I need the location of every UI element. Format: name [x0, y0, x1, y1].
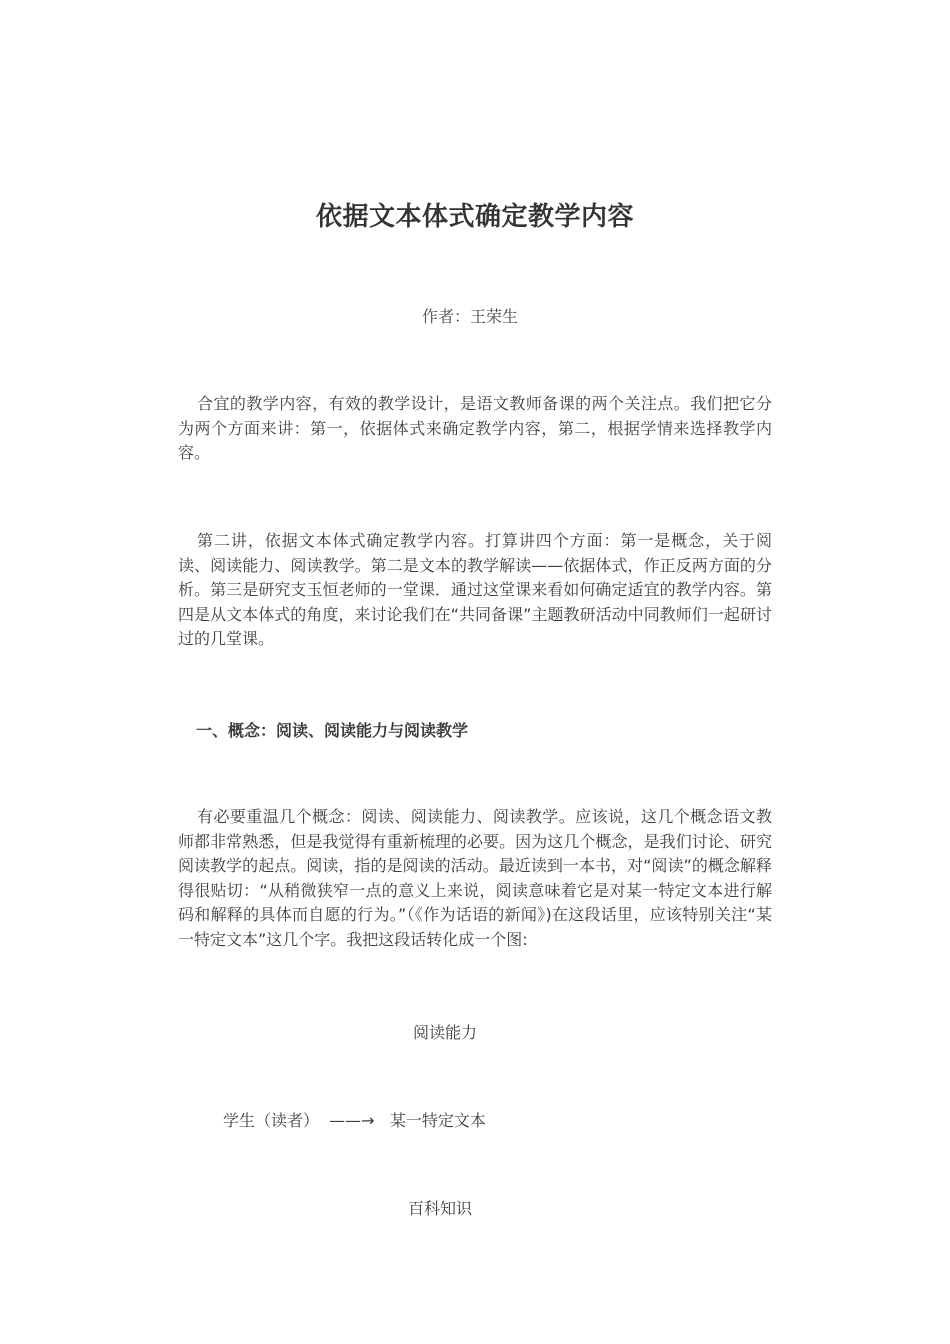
document-title: 依据文本体式确定教学内容: [315, 202, 634, 232]
diagram-reading-ability-label: 阅读能力: [413, 1023, 478, 1042]
intro-paragraph: 合宜的教学内容，有效的教学设计，是语文教师备课的两个关注点。我们把它分为两个方面来讲：第一，依据体式来确定教学内容，第二，根据学情来选择教学内容。: [178, 394, 772, 462]
diagram-student-text-relation: 学生（读者） ——→ 某一特定文本: [223, 1111, 486, 1130]
author-line: 作者：王荣生: [421, 307, 518, 326]
section-heading: 一、概念：阅读、阅读能力与阅读教学: [196, 721, 469, 740]
overview-paragraph: 第二讲，依据文本体式确定教学内容。打算讲四个方面：第一是概念，关于阅读、阅读能力、阅读教学。第二是文本的教学解读——依据体式，作正反两方面的分析。第三是研究支玉恒老师的一堂课．通过这堂课来看如何确定适宜的教学内容。第四是从文本体式的角度，来讨论我们在“共同备课”主题教研活动中同教师们一起研讨过的几堂课。: [178, 531, 772, 648]
diagram-encyclopedic-knowledge-label: 百科知识: [408, 1199, 473, 1218]
concept-paragraph: 有必要重温几个概念：阅读、阅读能力、阅读教学。应该说，这几个概念语文教师都非常熟悉，但是我觉得有重新梳理的必要。因为这几个概念，是我们讨论、研究阅读教学的起点。阅读，指的是阅读的活动。最近读到一本书，对“阅读”的概念解释得很贴切：“从稍微狭窄一点的意义上来说，阅读意味着它是对某一特定文本进行解码和解释的具体而自愿的行为。”（《作为话语的新闻》)在这段话里，应该特别关注“某一特定文本”这几个字。我把这段话转化成一个图:: [178, 807, 772, 949]
